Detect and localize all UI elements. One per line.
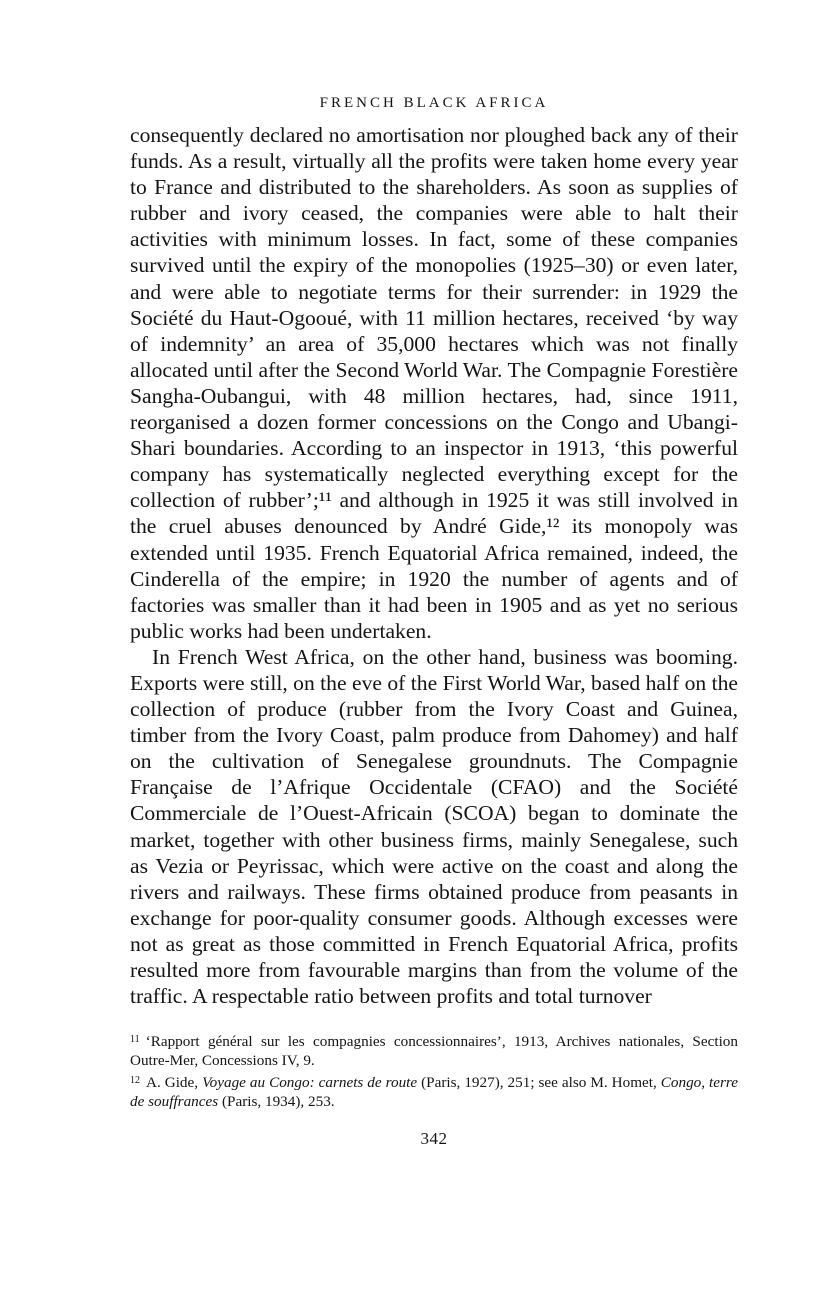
footnote-text: ‘Rapport général sur les compagnies concessionnaires’, 1913, Archives nationales, Section Outre-Mer, Concessions IV, 9. [130,1033,738,1069]
footnote-mark: 12 [130,1075,140,1087]
book-page [130,92,738,1149]
body-paragraph-2: In French West Africa, on the other hand, business was booming. Exports were still, on the eve of the First World War, based half on the collection of produce (rubber from the Ivory Coast and Guinea, timber from the Ivory Coast, palm produce from Dahomey) and half on the cultivation of Senegalese groundnuts. The Compagnie Française de l’Afrique Occidentale (CFAO) and the Société Commerciale de l’Ouest-Africain (SCOA) began to dominate the market, together with other business firms, mainly Senegalese, such as Vezia or Peyrissac, which were active on the coast and along the rivers and railways. These firms obtained produce from peasants in exchange for poor-quality consumer goods. Although excesses were not as great as those committed in French Equatorial Africa, profits resulted more from favourable margins than from the volume of the traffic. A respectable ratio between profits and total turnover [130,644,738,1009]
body-paragraph-1: consequently declared no amortisation nor ploughed back any of their funds. As a result, virtually all the profits were taken home every year to France and distributed to the shareholders. As soon as supplies of rubber and ivory ceased, the companies were able to halt their activities with minimum losses. In fact, some of these companies survived until the expiry of the monopolies (1925–30) or even later, and were able to negotiate terms for their surrender: in 1929 the Société du Haut-Ogooué, with 11 million hectares, received ‘by way of indemnity’ an area of 35,000 hectares which was not finally allocated until after the Second World War. The Compagnie Forestière Sangha-Oubangui, with 48 million hectares, had, since 1911, reorganised a dozen former concessions on the Congo and Ubangi-Shari boundaries. According to an inspector in 1913, ‘this powerful company has systematically neglected everything except for the collection of rubber’;¹¹ and although in 1925 it was still involved in the cruel abuses denounced by André Gide,¹² its monopoly was extended until 1935. French Equatorial Africa remained, indeed, the Cinderella of the empire; in 1920 the number of agents and of factories was smaller than it had been in 1905 and as yet no serious public works had been undertaken. [130,123,738,643]
footnote-mark: 11 [130,1034,140,1046]
running-head: FRENCH BLACK AFRICA [319,95,549,111]
footnote-11 [130,1031,738,1070]
page-number: 342 [420,1128,448,1148]
footnotes [130,1031,738,1111]
footnote-title: Voyage au Congo: carnets de route [202,1074,418,1092]
footnote-12 [130,1072,738,1111]
footnote-text: (Paris, 1934), 253. [218,1092,335,1110]
footnote-title: Congo, terre de souffrances [130,1074,738,1110]
footnote-text: A. Gide, [146,1074,203,1092]
footnote-text: (Paris, 1927), 251; see also M. Homet, [417,1074,661,1092]
